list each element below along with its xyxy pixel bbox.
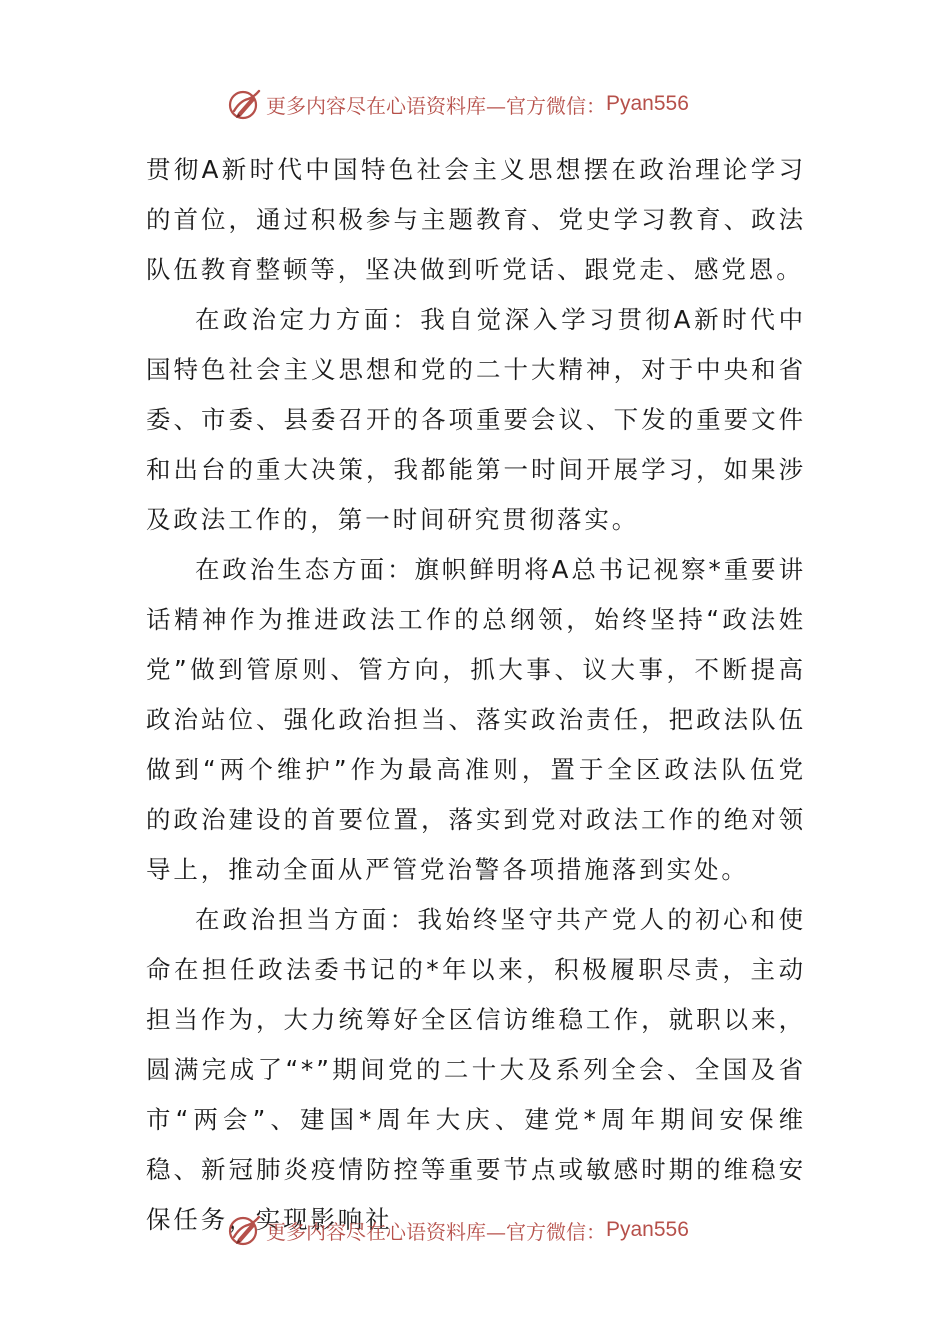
paragraph: 贯彻A新时代中国特色社会主义思想摆在政治理论学习的首位，通过积极参与主题教育、党史学习教育、政法队伍教育整顿等，坚决做到听党话、跟党走、感党恩。 bbox=[146, 155, 806, 284]
footer-watermark bbox=[228, 1210, 689, 1250]
paragraph: 在政治担当方面：我始终坚守共产党人的初心和使命在担任政法委书记的*年以来，积极履职尽责，主动担当作为，大力统筹好全区信访维稳工作，就职以来，圆满完成了“*”期间党的二十大及系列全会、全国及省市“两会”、建国*周年大庆、建党*周年期间安保维稳、新冠肺炎疫情防控等重要节点或敏感时期的维稳安保任务，实现影响社 bbox=[146, 905, 806, 1234]
watermark-text: 更多内容尽在心语资料库—官方微信： bbox=[266, 93, 606, 118]
watermark-text: 更多内容尽在心语资料库—官方微信： bbox=[266, 1219, 606, 1244]
pen-logo-icon bbox=[228, 87, 262, 121]
paragraph: 在政治生态方面：旗帜鲜明将A总书记视察*重要讲话精神作为推进政法工作的总纲领，始终坚持“政法姓党”做到管原则、管方向，抓大事、议大事，不断提高政治站位、强化政治担当、落实政治责任，把政法队伍做到“两个维护”作为最高准则，置于全区政法队伍党的政治建设的首要位置，落实到党对政法工作的绝对领导上，推动全面从严管党治警各项措施落到实处。 bbox=[146, 555, 806, 884]
pen-logo-icon bbox=[228, 1213, 262, 1247]
document-body bbox=[146, 145, 806, 1245]
watermark-id: Pyan556 bbox=[606, 92, 689, 115]
watermark-id: Pyan556 bbox=[606, 1218, 689, 1241]
header-watermark bbox=[228, 84, 689, 124]
paragraph: 在政治定力方面：我自觉深入学习贯彻A新时代中国特色社会主义思想和党的二十大精神，对于中央和省委、市委、县委召开的各项重要会议、下发的重要文件和出台的重大决策，我都能第一时间开展学习，如果涉及政法工作的，第一时间研究贯彻落实。 bbox=[146, 305, 806, 534]
